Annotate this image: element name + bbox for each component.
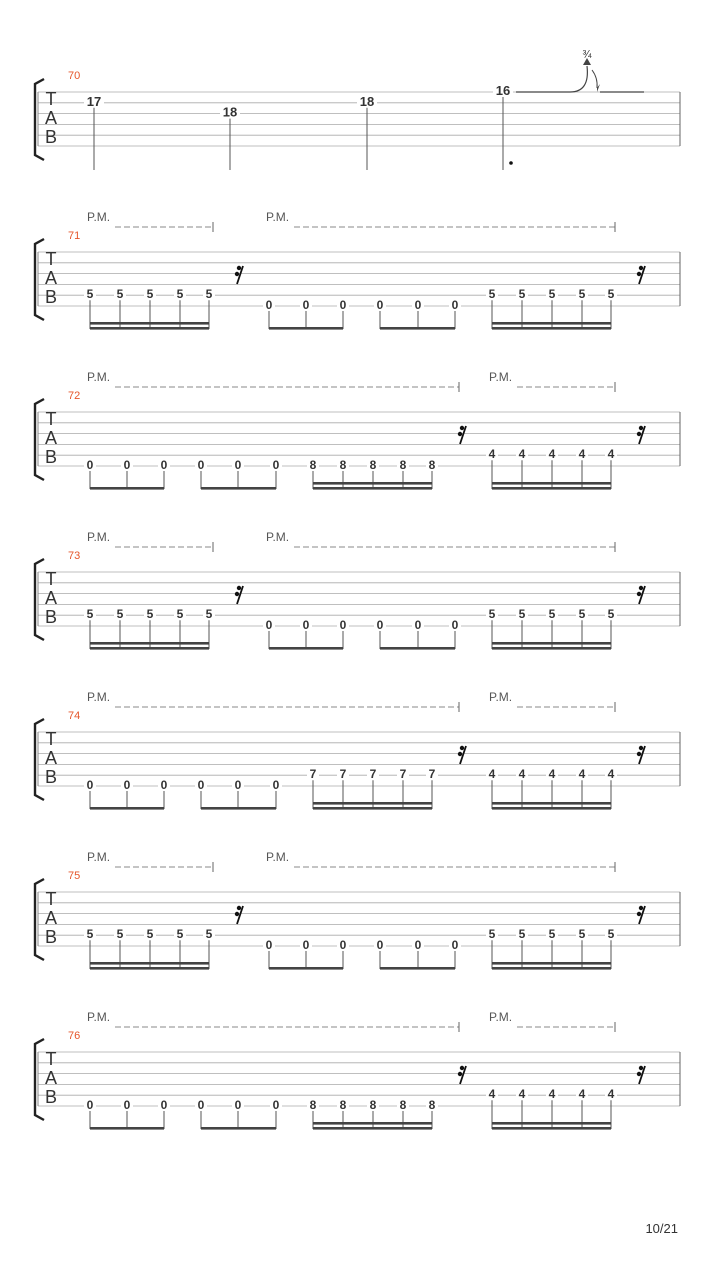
fret-number: 0 [86, 458, 94, 472]
beam [492, 1127, 611, 1130]
sixteenth-rest-icon [637, 906, 645, 924]
beam [492, 1122, 611, 1125]
fret-number: 5 [578, 927, 586, 942]
fret-number: 5 [176, 287, 184, 302]
fret-number: 4 [578, 447, 586, 462]
tab-clef-letter: B [44, 927, 58, 947]
palm-mute-label: P.M. [87, 210, 111, 224]
system-bracket [35, 79, 44, 160]
bend-curve [516, 66, 587, 92]
fret-number: 5 [86, 607, 94, 622]
fret-number: 5 [488, 607, 496, 622]
system-bracket [35, 239, 44, 320]
beam [380, 327, 455, 330]
fret-number: 0 [123, 458, 131, 472]
fret-number: 5 [488, 927, 496, 942]
tab-clef-letter: T [45, 1049, 57, 1069]
fret-number: 0 [123, 1098, 131, 1112]
measure-number: 73 [68, 550, 81, 562]
fret-number: 0 [197, 458, 205, 472]
beam [492, 962, 611, 965]
fret-number: 8 [399, 458, 407, 472]
fret-number: 0 [265, 938, 273, 952]
tab-clef-letter: B [44, 447, 58, 467]
fret-number: 0 [414, 298, 422, 312]
sixteenth-rest-icon [235, 266, 243, 284]
tab-clef-letter: B [44, 287, 58, 307]
tab-clef-letter: T [45, 249, 57, 269]
fret-number: 4 [548, 767, 556, 782]
fret-number: 4 [488, 447, 496, 462]
fret-number: 7 [428, 767, 436, 782]
measure-number: 70 [68, 70, 81, 82]
fret-number: 5 [607, 287, 615, 302]
fret-number: 4 [607, 767, 615, 782]
fret-number: 5 [518, 287, 526, 302]
fret-number: 0 [160, 1098, 168, 1112]
sixteenth-rest-icon [458, 426, 466, 444]
fret-number: 4 [488, 1087, 496, 1102]
fret-number: 5 [607, 927, 615, 942]
fret-number: 0 [376, 938, 384, 952]
tab-clef-letter: B [44, 1087, 58, 1107]
palm-mute-label: P.M. [266, 530, 290, 544]
beam [269, 327, 343, 330]
fret-number: 8 [428, 458, 436, 472]
fret-number: 0 [197, 778, 205, 792]
sixteenth-rest-icon [235, 586, 243, 604]
fret-number: 7 [309, 767, 317, 782]
fret-number: 0 [234, 778, 242, 792]
fret-number: 5 [607, 607, 615, 622]
fret-number: 8 [309, 458, 317, 472]
beam [90, 967, 209, 970]
fret-number: 5 [488, 287, 496, 302]
fret-number: 0 [451, 618, 459, 632]
beam [313, 487, 432, 490]
sixteenth-rest-icon [637, 746, 645, 764]
beam [380, 647, 455, 650]
bend-amount: ¾ [582, 49, 592, 61]
fret-number: 0 [272, 778, 280, 792]
fret-number: 8 [399, 1098, 407, 1112]
fret-number: 4 [578, 1087, 586, 1102]
fret-number: 4 [607, 1087, 615, 1102]
fret-number: 5 [205, 927, 213, 942]
fret-number: 5 [578, 287, 586, 302]
fret-number: 0 [272, 1098, 280, 1112]
tab-clef-letter: T [45, 729, 57, 749]
release-curve [592, 70, 597, 88]
fret-number: 5 [176, 927, 184, 942]
tab-clef-letter: A [44, 588, 58, 608]
fret-number: 5 [518, 607, 526, 622]
fret-number: 0 [123, 778, 131, 792]
palm-mute-label: P.M. [266, 210, 290, 224]
fret-number: 18 [359, 93, 375, 109]
palm-mute-label: P.M. [87, 850, 111, 864]
fret-number: 4 [518, 1087, 526, 1102]
beam [201, 807, 276, 810]
fret-number: 0 [339, 298, 347, 312]
beam [313, 1127, 432, 1130]
system-bracket [35, 719, 44, 800]
beam [90, 327, 209, 330]
beam [313, 482, 432, 485]
fret-number: 5 [116, 927, 124, 942]
measure-number: 75 [68, 870, 81, 882]
measure-number: 74 [68, 710, 81, 722]
palm-mute-label: P.M. [87, 530, 111, 544]
sixteenth-rest-icon [637, 426, 645, 444]
beam [313, 1122, 432, 1125]
fret-number: 8 [309, 1098, 317, 1112]
fret-number: 5 [578, 607, 586, 622]
fret-number: 0 [86, 778, 94, 792]
palm-mute-label: P.M. [489, 690, 513, 704]
sixteenth-rest-icon [458, 746, 466, 764]
beam [90, 1127, 164, 1130]
fret-number: 16 [495, 83, 511, 98]
measure-number: 76 [68, 1030, 81, 1042]
system-bracket [35, 399, 44, 480]
fret-number: 5 [86, 927, 94, 942]
beam [90, 962, 209, 965]
fret-number: 4 [518, 447, 526, 462]
tab-clef-letter: T [45, 569, 57, 589]
fret-number: 5 [116, 287, 124, 302]
tab-clef-letter: B [44, 607, 58, 627]
tab-clef-letter: T [45, 889, 57, 909]
fret-number: 8 [339, 458, 347, 472]
tab-clef-letter: T [45, 89, 57, 109]
fret-number: 0 [302, 938, 310, 952]
fret-number: 7 [339, 767, 347, 782]
sixteenth-rest-icon [637, 586, 645, 604]
fret-number: 8 [369, 1098, 377, 1112]
beam [90, 647, 209, 650]
fret-number: 0 [339, 618, 347, 632]
palm-mute-label: P.M. [87, 1010, 111, 1024]
fret-number: 4 [488, 767, 496, 782]
beam [201, 1127, 276, 1130]
beam [90, 642, 209, 645]
fret-number: 0 [302, 298, 310, 312]
tab-clef-letter: A [44, 1068, 58, 1088]
fret-number: 5 [116, 607, 124, 622]
fret-number: 0 [376, 298, 384, 312]
fret-number: 0 [302, 618, 310, 632]
beam [313, 807, 432, 810]
fret-number: 0 [197, 1098, 205, 1112]
tab-clef-letter: A [44, 428, 58, 448]
beam [269, 647, 343, 650]
fret-number: 4 [578, 767, 586, 782]
dot-icon [509, 161, 513, 165]
beam [90, 807, 164, 810]
beam [492, 967, 611, 970]
fret-number: 18 [222, 104, 238, 120]
beam [201, 487, 276, 490]
beam [492, 487, 611, 490]
fret-number: 5 [548, 607, 556, 622]
palm-mute-label: P.M. [87, 370, 111, 384]
fret-number: 4 [518, 767, 526, 782]
fret-number: 5 [146, 287, 154, 302]
fret-number: 0 [339, 938, 347, 952]
beam [90, 487, 164, 490]
system-bracket [35, 1039, 44, 1120]
page-number: 10/21 [645, 1221, 678, 1236]
fret-number: 5 [86, 287, 94, 302]
fret-number: 8 [428, 1098, 436, 1112]
fret-number: 4 [548, 447, 556, 462]
tab-clef-letter: T [45, 409, 57, 429]
fret-number: 8 [339, 1098, 347, 1112]
tab-clef-letter: A [44, 108, 58, 128]
system-bracket [35, 879, 44, 960]
system-bracket [35, 559, 44, 640]
beam [492, 802, 611, 805]
measure-number: 71 [68, 230, 81, 242]
sixteenth-rest-icon [235, 906, 243, 924]
tab-clef-letter: B [44, 767, 58, 787]
beam [492, 482, 611, 485]
fret-number: 0 [272, 458, 280, 472]
fret-number: 0 [414, 938, 422, 952]
fret-number: 5 [518, 927, 526, 942]
fret-number: 5 [548, 927, 556, 942]
sixteenth-rest-icon [637, 1066, 645, 1084]
beam [492, 642, 611, 645]
tab-clef-letter: A [44, 908, 58, 928]
fret-number: 4 [607, 447, 615, 462]
sixteenth-rest-icon [637, 266, 645, 284]
fret-number: 7 [399, 767, 407, 782]
tab-clef-letter: B [44, 127, 58, 147]
palm-mute-label: P.M. [489, 1010, 513, 1024]
fret-number: 17 [86, 93, 102, 109]
beam [313, 802, 432, 805]
fret-number: 8 [369, 458, 377, 472]
fret-number: 0 [376, 618, 384, 632]
beam [492, 647, 611, 650]
fret-number: 0 [86, 1098, 94, 1112]
sixteenth-rest-icon [458, 1066, 466, 1084]
tab-clef-letter: A [44, 268, 58, 288]
fret-number: 5 [548, 287, 556, 302]
fret-number: 0 [160, 458, 168, 472]
fret-number: 0 [414, 618, 422, 632]
fret-number: 0 [234, 1098, 242, 1112]
palm-mute-label: P.M. [87, 690, 111, 704]
beam [90, 322, 209, 325]
fret-number: 0 [160, 778, 168, 792]
fret-number: 5 [205, 607, 213, 622]
tab-clef-letter: A [44, 748, 58, 768]
beam [380, 967, 455, 970]
beam [492, 807, 611, 810]
beam [492, 322, 611, 325]
palm-mute-label: P.M. [266, 850, 290, 864]
fret-number: 0 [265, 618, 273, 632]
fret-number: 5 [146, 927, 154, 942]
fret-number: 5 [205, 287, 213, 302]
fret-number: 7 [369, 767, 377, 782]
fret-number: 5 [176, 607, 184, 622]
fret-number: 0 [265, 298, 273, 312]
palm-mute-label: P.M. [489, 370, 513, 384]
fret-number: 0 [451, 938, 459, 952]
beam [269, 967, 343, 970]
fret-number: 5 [146, 607, 154, 622]
measure-number: 72 [68, 390, 81, 402]
fret-number: 0 [234, 458, 242, 472]
fret-number: 4 [548, 1087, 556, 1102]
beam [492, 327, 611, 330]
fret-number: 0 [451, 298, 459, 312]
